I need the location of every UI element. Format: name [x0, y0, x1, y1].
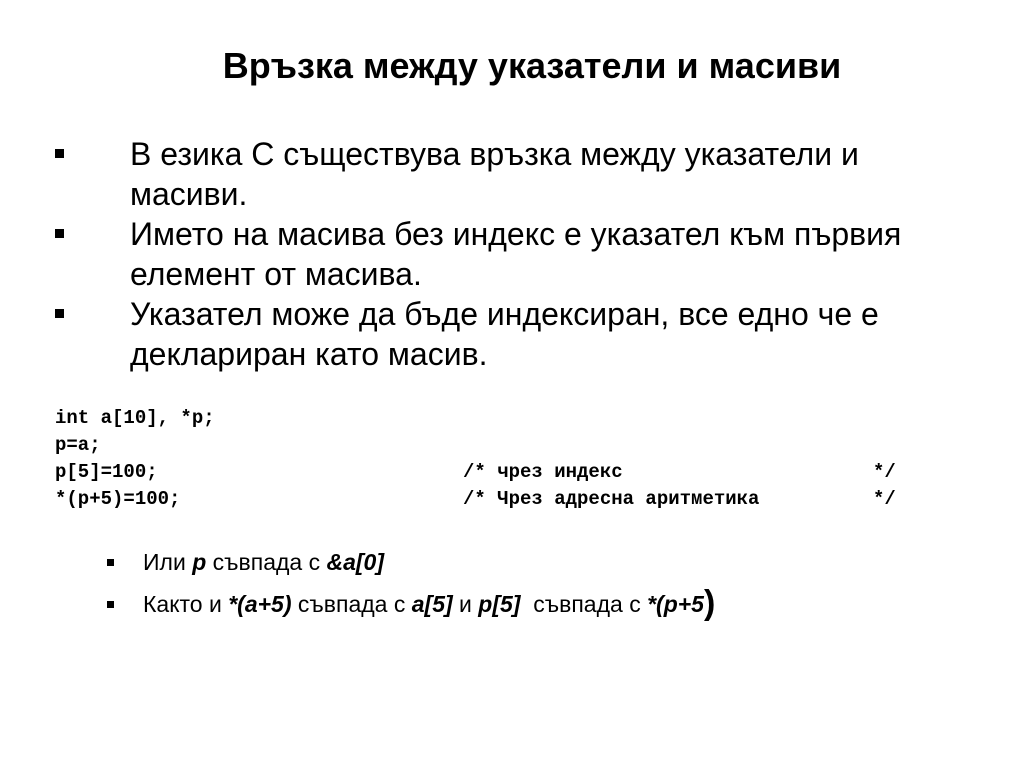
code-comment-end: */ [873, 488, 896, 510]
code-comment: /* Чрез адресна аритметика [463, 488, 760, 510]
sub-emphasis: *(p+5 [647, 591, 704, 617]
code-line [55, 432, 955, 459]
code-statement: *(p+5)=100; [55, 488, 181, 510]
code-line [55, 459, 955, 486]
sub-text: съвпада с [206, 549, 327, 575]
sub-emphasis: a[5] [411, 591, 453, 617]
slide-title: Връзка между указатели и масиви [222, 45, 842, 86]
square-bullet-icon [55, 214, 64, 254]
bullet-item [0, 294, 960, 374]
sub-text: съвпада с [291, 591, 412, 617]
sub-text: и [452, 591, 479, 617]
sub-emphasis: p[5] [478, 591, 521, 617]
bullet-list [0, 134, 1024, 374]
sub-text: Както и [143, 591, 229, 617]
bullet-item [0, 214, 960, 294]
bullet-item [0, 134, 960, 214]
code-statement: p[5]=100; [55, 461, 158, 483]
sub-text: съвпада с [520, 591, 648, 617]
closing-paren: ) [703, 584, 716, 622]
code-comment: /* чрез индекс [463, 461, 623, 483]
square-bullet-icon [55, 294, 64, 334]
sub-emphasis: p [192, 549, 207, 575]
code-line [55, 405, 955, 432]
sub-bullet-item [0, 542, 1024, 584]
sub-bullet-list [0, 542, 1024, 626]
code-comment-end: */ [873, 461, 896, 483]
bullet-text: Указател може да бъде индексиран, все едно че е деклариран като масив. [130, 296, 879, 372]
sub-bullet-item [0, 584, 1024, 626]
square-bullet-icon [107, 542, 114, 582]
code-line [55, 486, 955, 513]
code-block [55, 405, 955, 513]
sub-emphasis: *(a+5) [228, 591, 292, 617]
sub-emphasis: &a[0] [326, 549, 385, 575]
code-statement: int a[10], *p; [55, 407, 215, 429]
square-bullet-icon [107, 584, 114, 624]
bullet-text: В езика С съществува връзка между указатели и масиви. [130, 136, 859, 212]
sub-text: Или [143, 549, 193, 575]
code-statement: p=a; [55, 434, 101, 456]
bullet-text: Името на масива без индекс е указател към първия елемент от масива. [130, 216, 902, 292]
square-bullet-icon [55, 134, 64, 174]
